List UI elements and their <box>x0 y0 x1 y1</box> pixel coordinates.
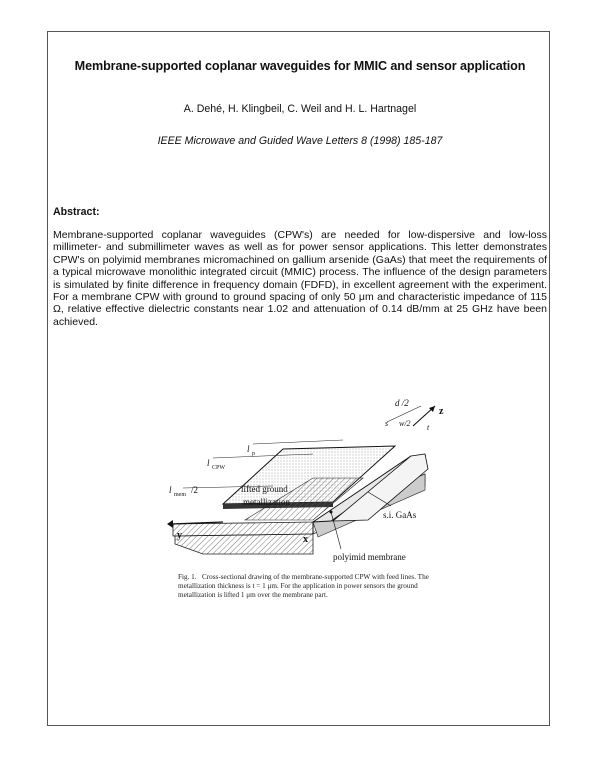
y-axis-arrow <box>167 520 173 528</box>
label-lp-sub: p <box>252 451 255 457</box>
label-lcpw-sub: CPW <box>212 465 226 471</box>
figure-caption <box>178 573 453 601</box>
label-lp: l <box>247 444 250 454</box>
figure-caption-label: Fig. 1. <box>178 573 197 581</box>
cpw-figure <box>163 394 453 569</box>
dim-line-lp <box>253 440 343 444</box>
paper-authors: A. Dehé, H. Klingbeil, C. Weil and H. L. Hartnagel <box>183 103 417 115</box>
membrane-leader-dot <box>330 511 333 514</box>
label-gaas: s.i. GaAs <box>383 510 417 520</box>
paper-venue: IEEE Microwave and Guided Wave Letters 8 (1998) 185-187 <box>157 135 443 147</box>
label-d2: d /2 <box>395 398 409 408</box>
label-lmem-sub: mem <box>174 492 186 498</box>
figure-caption-text: Cross-sectional drawing of the membrane-supported CPW with feed lines. The metallization thickness is t = 1 μm. For the application in power sensors the ground metallization is lifted 1 μm over the membrane part. <box>178 573 429 600</box>
label-lcpw: l <box>207 458 210 468</box>
label-lmem-suffix: /2 <box>191 485 199 495</box>
label-s: s <box>385 419 389 428</box>
gaas-substrate-front <box>175 534 313 554</box>
label-w2: w/2 <box>399 419 411 428</box>
label-lifted-1: lifted ground <box>241 484 288 494</box>
label-x: x <box>303 534 308 545</box>
label-membrane: polyimid membrane <box>333 552 406 562</box>
label-lmem: l <box>169 485 172 495</box>
abstract-body: Membrane-supported coplanar waveguides (CPW's) are needed for low-dispersive and low-loss millimeter- and submillimeter waves as well as for power sensor applications. This letter demonstrates CPW's on polyimid membranes micromachined on gallium arsenide (GaAs) that meet the requirements of a typical microwave monolithic integrated circuit (MMIC) process. The influence of the design parameters is simulated by finite difference in frequency domain (FDFD), in excellent agreement with the experiment. For a membrane CPW with ground to ground spacing of only 50 μm and characteristic impedance of 115 Ω, relative effective dielectric constants near 1.02 and attenuation of 0.14 dB/mm at 25 GHz have been achieved. <box>53 229 547 328</box>
paper-title: Membrane-supported coplanar waveguides for MMIC and sensor application <box>74 59 526 73</box>
label-y: y <box>177 530 182 541</box>
label-t: t <box>427 423 430 432</box>
label-z: z <box>439 406 444 417</box>
label-lifted-2: metallization <box>243 497 290 507</box>
abstract-heading: Abstract: <box>53 206 100 218</box>
